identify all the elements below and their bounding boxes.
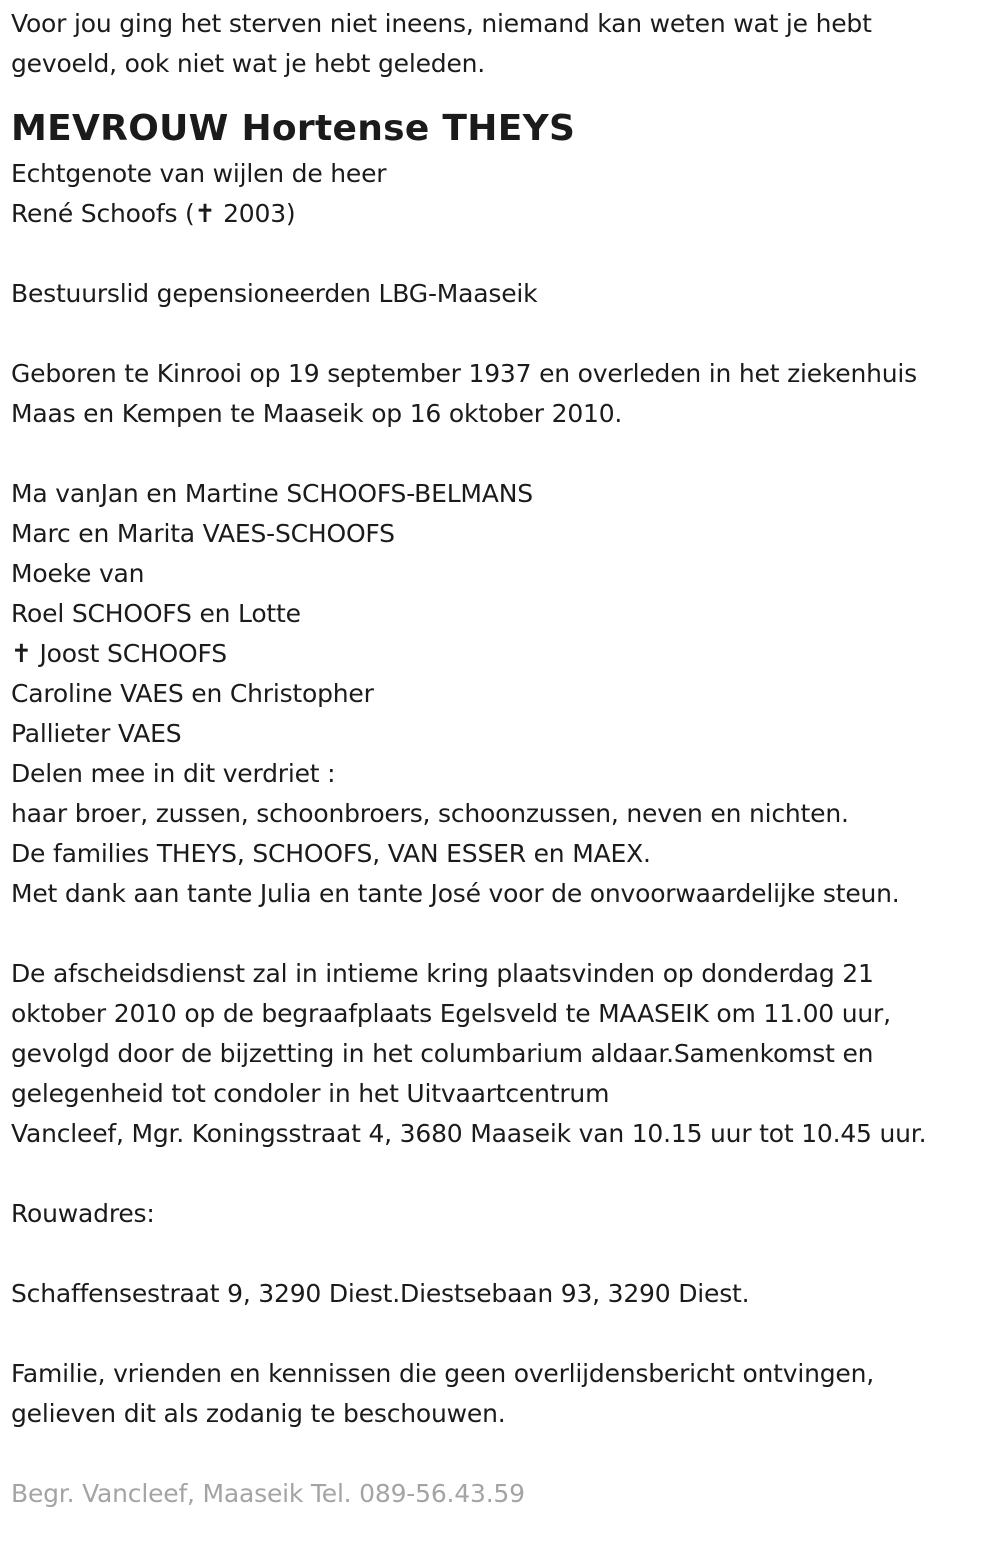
spouse-line-1: Echtgenote van wijlen de heer — [11, 159, 387, 188]
spacer — [11, 314, 996, 354]
spouse-line-2: René Schoofs (✝ 2003) — [11, 199, 296, 228]
notice-line-2: gelieven dit als zodanig te beschouwen. — [11, 1399, 506, 1428]
birth-death-section — [11, 354, 996, 434]
service-line: gelegenheid tot condoler in het Uitvaartcentrum — [11, 1079, 610, 1108]
spacer — [11, 914, 996, 954]
spacer — [11, 1234, 996, 1274]
family-line: De families THEYS, SCHOOFS, VAN ESSER en MAEX. — [11, 839, 651, 868]
spacer — [11, 1154, 996, 1194]
funeral-home-footer: Begr. Vancleef, Maaseik Tel. 089-56.43.59 — [11, 1479, 525, 1508]
obituary-notice — [11, 4, 996, 1514]
intro-line-1: Voor jou ging het sterven niet ineens, niemand kan weten wat je hebt — [11, 9, 872, 38]
family-line: Ma vanJan en Martine SCHOOFS-BELMANS — [11, 479, 533, 508]
notice-section — [11, 1354, 996, 1434]
spacer — [11, 234, 996, 274]
family-line: Moeke van — [11, 559, 145, 588]
family-line: Caroline VAES en Christopher — [11, 679, 374, 708]
spacer — [11, 434, 996, 474]
intro-line-2: gevoeld, ook niet wat je hebt geleden. — [11, 49, 486, 78]
service-line: Vancleef, Mgr. Koningsstraat 4, 3680 Maaseik van 10.15 uur tot 10.45 uur. — [11, 1119, 927, 1148]
family-line: ✝ Joost SCHOOFS — [11, 639, 227, 668]
function-line: Bestuurslid gepensioneerden LBG-Maaseik — [11, 279, 538, 308]
service-line: De afscheidsdienst zal in intieme kring plaatsvinden op donderdag 21 — [11, 959, 874, 988]
family-line: Roel SCHOOFS en Lotte — [11, 599, 301, 628]
spacer — [11, 1314, 996, 1354]
intro-verse — [11, 4, 996, 84]
family-line: Pallieter VAES — [11, 719, 182, 748]
service-section — [11, 954, 996, 1154]
family-line: Delen mee in dit verdriet : — [11, 759, 336, 788]
spouse-section — [11, 154, 996, 234]
service-line: gevolgd door de bijzetting in het columbarium aldaar.Samenkomst en — [11, 1039, 874, 1068]
service-line: oktober 2010 op de begraafplaats Egelsveld te MAASEIK om 11.00 uur, — [11, 999, 891, 1028]
address-label: Rouwadres: — [11, 1199, 155, 1228]
deceased-name: MEVROUW Hortense THEYS — [11, 108, 576, 149]
notice-line-1: Familie, vrienden en kennissen die geen overlijdensbericht ontvingen, — [11, 1359, 875, 1388]
address-line: Schaffensestraat 9, 3290 Diest.Diestsebaan 93, 3290 Diest. — [11, 1279, 750, 1308]
family-line: Marc en Marita VAES-SCHOOFS — [11, 519, 395, 548]
spacer — [11, 1434, 996, 1474]
family-section — [11, 474, 996, 914]
family-line: Met dank aan tante Julia en tante José voor de onvoorwaardelijke steun. — [11, 879, 900, 908]
birth-death-line-1: Geboren te Kinrooi op 19 september 1937 en overleden in het ziekenhuis — [11, 359, 917, 388]
family-line: haar broer, zussen, schoonbroers, schoonzussen, neven en nichten. — [11, 799, 849, 828]
birth-death-line-2: Maas en Kempen te Maaseik op 16 oktober 2010. — [11, 399, 623, 428]
